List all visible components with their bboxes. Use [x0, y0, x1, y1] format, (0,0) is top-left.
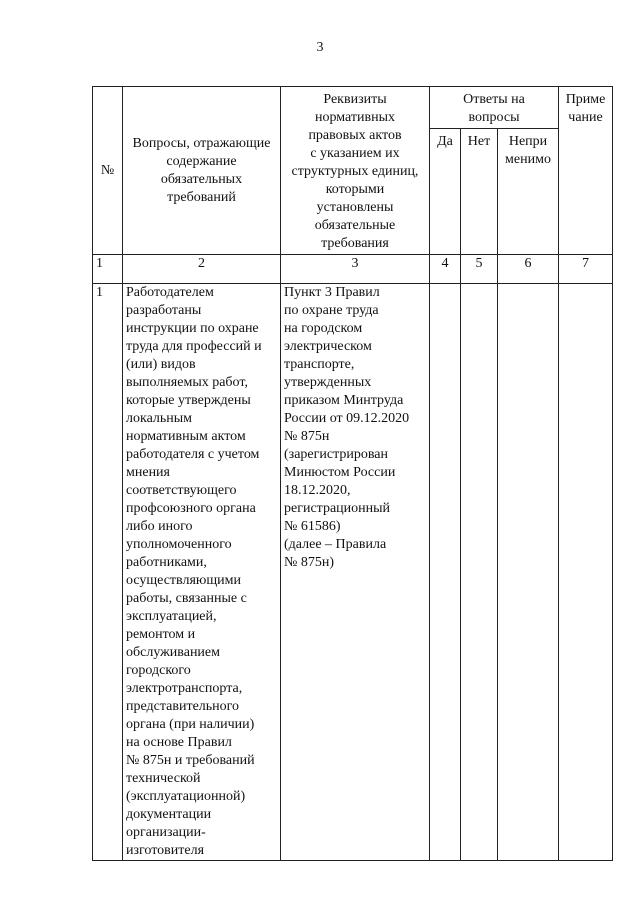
header-not-applicable: Непри менимо	[498, 129, 559, 255]
header-number: №	[93, 87, 123, 255]
column-number-row	[93, 255, 613, 284]
page-number: 3	[316, 40, 324, 55]
row-notes[interactable]	[559, 284, 613, 861]
column-number: 1	[93, 255, 123, 284]
header-questions: Вопросы, отражающие содержание обязательных требований	[123, 87, 281, 255]
header-no-answer: Нет	[461, 129, 498, 255]
column-number: 7	[559, 255, 613, 284]
column-number: 2	[123, 255, 281, 284]
checklist-table	[92, 86, 613, 861]
header-answers-group: Ответы на вопросы	[430, 87, 559, 129]
row-question: Работодателем разработаны инструкции по охране труда для профессий и (или) видов выполняемых работ, которые утверждены локальным нормативным актом работодателя с учетом мнения соответствующего профсоюзного органа либо иного уполномоченного работниками, осуществляющими работы, связанные с эксплуатацией, ремонтом и обслуживанием городского электротранспорта, представительного органа (при наличии) на основе Правил № 875н и требований технической (эксплуатационной) документации организации- изготовителя	[123, 284, 281, 861]
header-notes: Приме чание	[559, 87, 613, 255]
row-answer-yes[interactable]	[430, 284, 461, 861]
row-answer-no[interactable]	[461, 284, 498, 861]
header-requisites: Реквизиты нормативных правовых актов с указанием их структурных единиц, которыми установлены обязательные требования	[281, 87, 430, 255]
row-number: 1	[93, 284, 123, 861]
column-number: 4	[430, 255, 461, 284]
column-number: 5	[461, 255, 498, 284]
column-number: 3	[281, 255, 430, 284]
header-row-top	[93, 87, 613, 129]
row-answer-not-applicable[interactable]	[498, 284, 559, 861]
table-row	[93, 284, 613, 861]
column-number: 6	[498, 255, 559, 284]
header-yes: Да	[430, 129, 461, 255]
row-requisites: Пункт 3 Правил по охране труда на городском электрическом транспорте, утвержденных приказом Минтруда России от 09.12.2020 № 875н (зарегистрирован Минюстом России 18.12.2020, регистрационный № 61586) (далее – Правила № 875н)	[281, 284, 430, 861]
